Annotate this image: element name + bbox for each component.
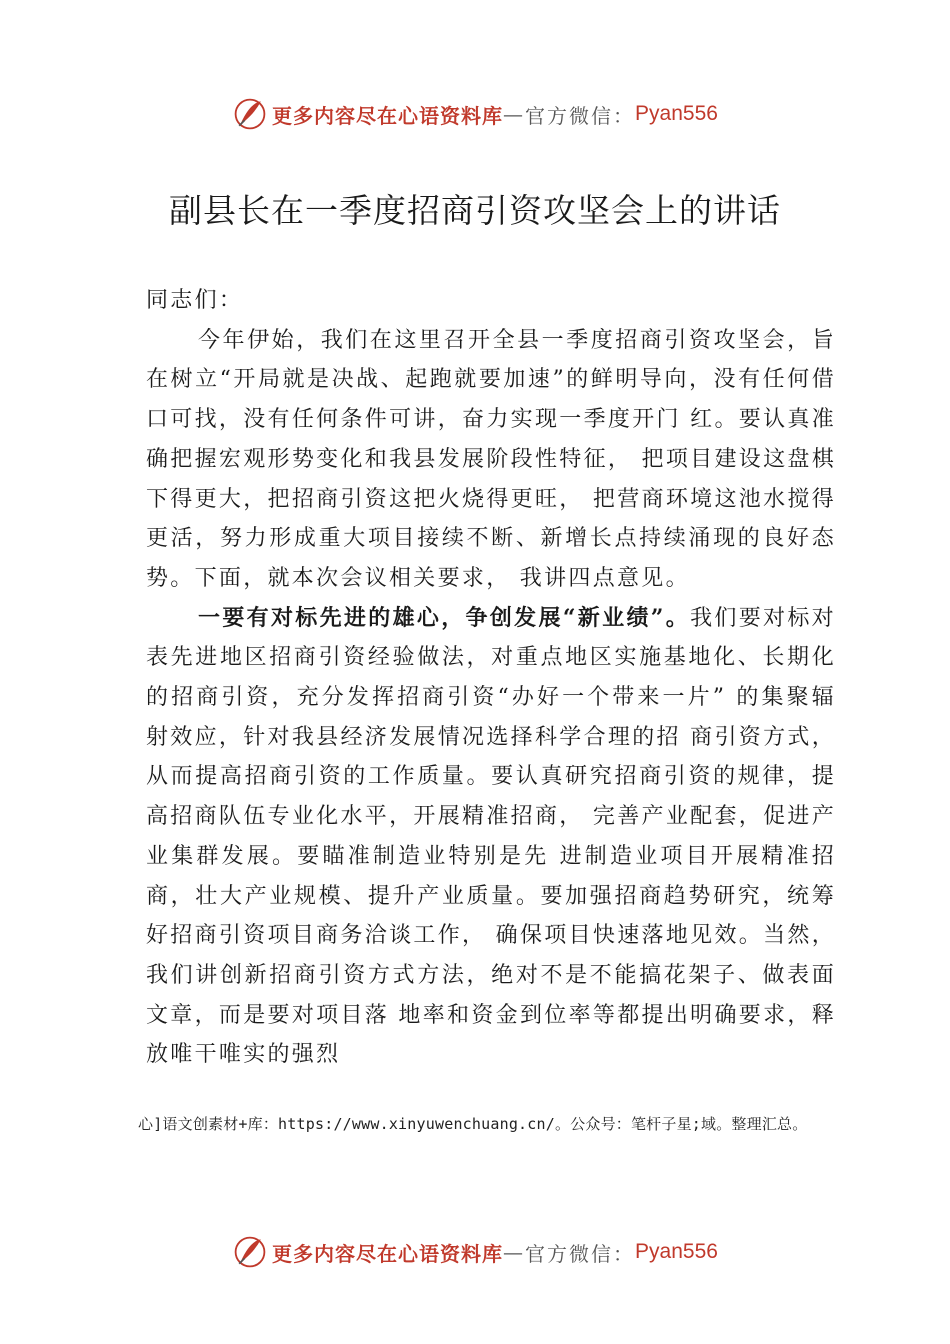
document-title: 副县长在一季度招商引资攻坚会上的讲话: [169, 191, 781, 230]
banner-brand-text: 更多内容尽在心语资料库: [272, 1241, 504, 1266]
paragraph-intro: 今年伊始，我们在这里召开全县一季度招商引资攻坚会，旨在树立“开局就是决战、起跑就要加速”的鲜明导向，没有任何借口可找，没有任何条件可讲，奋力实现一季度开门 红。要认真准确把握宏观形势变化和我县发展阶段性特征， 把项目建设这盘棋下得更大，把招商引资这把火烧得更旺， 把营商环境这池水搅得更活，努力形成重大项目接续不断、新增长点持续涌现的良好态势。下面，就本次会议相关要求， 我讲四点意见。: [146, 327, 836, 591]
banner-brand-text: 更多内容尽在心语资料库: [272, 103, 504, 128]
banner-separator: —: [503, 102, 526, 126]
quill-logo-icon: [232, 1234, 268, 1270]
banner-wechat-label: 官方微信：: [525, 103, 636, 128]
document-body: [146, 281, 836, 1075]
header-banner: [0, 94, 950, 134]
banner-separator: —: [503, 1240, 526, 1264]
banner-wechat-id: Pyan556: [635, 102, 718, 125]
footer-banner: [0, 1232, 950, 1272]
point-one-heading: 一要有对标先进的雄心，争创发展“新业绩”。: [198, 604, 691, 631]
salutation: 同志们：: [146, 288, 244, 313]
paragraph-point-one: [146, 599, 836, 1075]
banner-wechat-id: Pyan556: [635, 1240, 718, 1263]
quill-logo-icon: [232, 96, 268, 132]
source-note: 心]语文创素材+库：https://www.xinyuwenchuang.cn/。公众号：笔杆子星;域。整理汇总。: [138, 1115, 808, 1133]
point-one-body: 我们要对标对表先进地区招商引资经验做法，对重点地区实施基地化、长期化的招商引资，充分发挥招商引资“办好一个带来一片” 的集聚辐射效应，针对我县经济发展情况选择科学合理的招 商引资方式，从而提高招商引资的工作质量。要认真研究招商引资的规律，提高招商队伍专业化水平，开展精准招商， 完善产业配套，促进产业集群发展。要瞄准制造业特别是先 进制造业项目开展精准招商，壮大产业规模、提升产业质量。要加强招商趋势研究，统筹好招商引资项目商务洽谈工作， 确保项目快速落地见效。当然，我们讲创新招商引资方式方法，绝对不是不能搞花架子、做表面文章，而是要对项目落 地率和资金到位率等都提出明确要求，释放唯干唯实的强烈: [146, 605, 836, 1068]
banner-wechat-label: 官方微信：: [525, 1241, 636, 1266]
